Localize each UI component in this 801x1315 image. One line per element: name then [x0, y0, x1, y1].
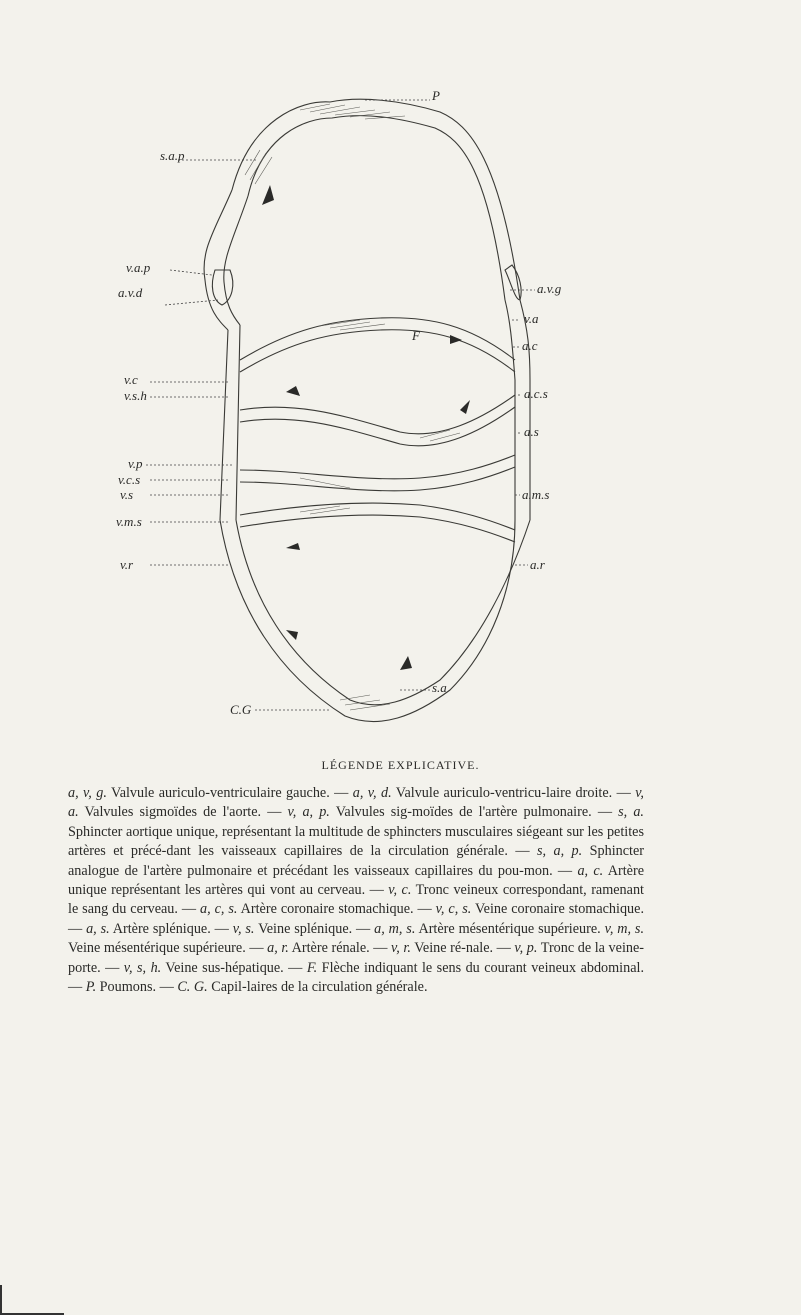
- legend-desc: Valvule auriculo-ventriculaire gauche. —: [106, 785, 353, 801]
- legend-desc: Valvules sig-moïdes de l'artère pulmonaire. —: [329, 804, 619, 821]
- legend-desc: Sphincter analogue de l'artère pulmonaire et précédant les vaisseaux capillaires du pou-mon. —: [68, 843, 644, 879]
- legend-title: LÉGENDE EXPLICATIVE.: [321, 758, 480, 772]
- label-a-c-s: a.c.s: [524, 386, 548, 401]
- legend-abbr: v, m, s.: [604, 920, 644, 937]
- legend-desc: Artère splénique. —: [109, 920, 233, 937]
- legend-desc: Veine splénique. —: [254, 920, 375, 937]
- legend-desc: Veine coronaire stomachique. —: [68, 901, 644, 937]
- legend-desc: Valvules sigmoïdes de l'aorte. —: [78, 804, 288, 821]
- lung-capillaries: [232, 99, 520, 300]
- label-v-s: v.s: [120, 487, 134, 502]
- legend-abbr: v, s.: [232, 920, 255, 937]
- crop-mark-vertical: [0, 1285, 2, 1315]
- label-v-r: v.r: [120, 557, 134, 572]
- legend-desc: Valvule auriculo-ventricu-laire droite. —: [391, 785, 636, 801]
- legend-abbr: C. G.: [177, 979, 208, 996]
- legend-abbr: v, c, s.: [435, 901, 472, 918]
- leader-lines: [146, 100, 535, 710]
- legend-abbr: s, a, p.: [536, 843, 583, 860]
- label-v-c: v.c: [124, 372, 138, 387]
- legend-abbr: v, r.: [391, 940, 411, 957]
- legend-abbr: a, r.: [267, 940, 289, 957]
- label-v-c-s: v.c.s: [118, 472, 141, 487]
- legend-desc: Artère rénale. —: [288, 940, 392, 957]
- legend-desc: Veine ré-nale. —: [410, 940, 515, 957]
- legend-desc: Artère coronaire stomachique. —: [237, 901, 436, 918]
- legend-abbr: P.: [85, 979, 97, 996]
- label-f: F: [412, 328, 420, 343]
- label-a-v-g: a.v.g: [537, 281, 562, 296]
- legend-desc: Artère unique représentant les artères qui vont au cerveau. —: [68, 862, 644, 899]
- label-v-m-s: v.m.s: [116, 514, 142, 529]
- label-v-p: v.p: [128, 456, 143, 471]
- label-a-m-s: a.m.s: [522, 487, 550, 502]
- label-a-c: a.c: [522, 338, 538, 353]
- label-a-r: a.r: [530, 557, 545, 572]
- legend-abbr: a, c.: [577, 862, 604, 879]
- flow-arrows: [262, 185, 470, 670]
- legend-abbr: v, a, p.: [287, 804, 330, 821]
- legend-desc: Sphincter aortique unique, représentant la multitude de sphincters musculaires siégeant sur les petites artères et précé-dant les vaisseaux capillaires de la circulation générale. —: [68, 823, 644, 860]
- legend-desc: Veine mésentérique supérieure. —: [68, 940, 268, 957]
- label-a-s: a.s: [524, 424, 539, 439]
- legend-desc: Veine sus-hépatique. —: [161, 959, 307, 976]
- legend-desc: Tronc de la veine-porte. —: [68, 940, 644, 976]
- legend-abbr: a, v, d.: [352, 785, 392, 801]
- label-c-g: C.G: [230, 702, 252, 717]
- legend-abbr: v, c.: [388, 882, 412, 899]
- legend-desc: Tronc veineux correspondant, ramenant le sang du cerveau. —: [68, 882, 644, 918]
- label-p: P: [432, 88, 440, 103]
- legend-abbr: a, s.: [86, 920, 110, 937]
- label-a-v-d: a.v.d: [118, 285, 143, 300]
- legend-desc: Artère mésentérique supérieure.: [415, 920, 605, 937]
- legend-desc: Capil-laires de la circulation générale.: [207, 979, 428, 996]
- legend-desc: Poumons. —: [96, 979, 178, 996]
- legend-abbr: a, m, s.: [374, 920, 416, 937]
- legend-abbr: s, a.: [618, 804, 644, 821]
- legend-text: [68, 784, 644, 997]
- legend-abbr: a, c, s.: [200, 901, 238, 918]
- legend-abbr: v, a.: [68, 785, 644, 821]
- legend-abbr: a, v, g.: [68, 785, 107, 801]
- legend-abbr: v, s, h.: [123, 959, 162, 976]
- legend-desc: Flèche indiquant le sens du courant veineux abdominal. —: [68, 959, 645, 996]
- label-v-s-h: v.s.h: [124, 388, 147, 403]
- label-v-a: v.a: [524, 311, 539, 326]
- label-v-a-p: v.a.p: [126, 260, 151, 275]
- label-s-a: s.a: [432, 680, 447, 695]
- legend-abbr: F.: [306, 959, 318, 976]
- systemic-loops: [240, 318, 515, 542]
- systemic-capillaries: [220, 520, 530, 722]
- legend-abbr: v, p.: [514, 940, 538, 957]
- label-s-a-p: s.a.p: [160, 148, 185, 163]
